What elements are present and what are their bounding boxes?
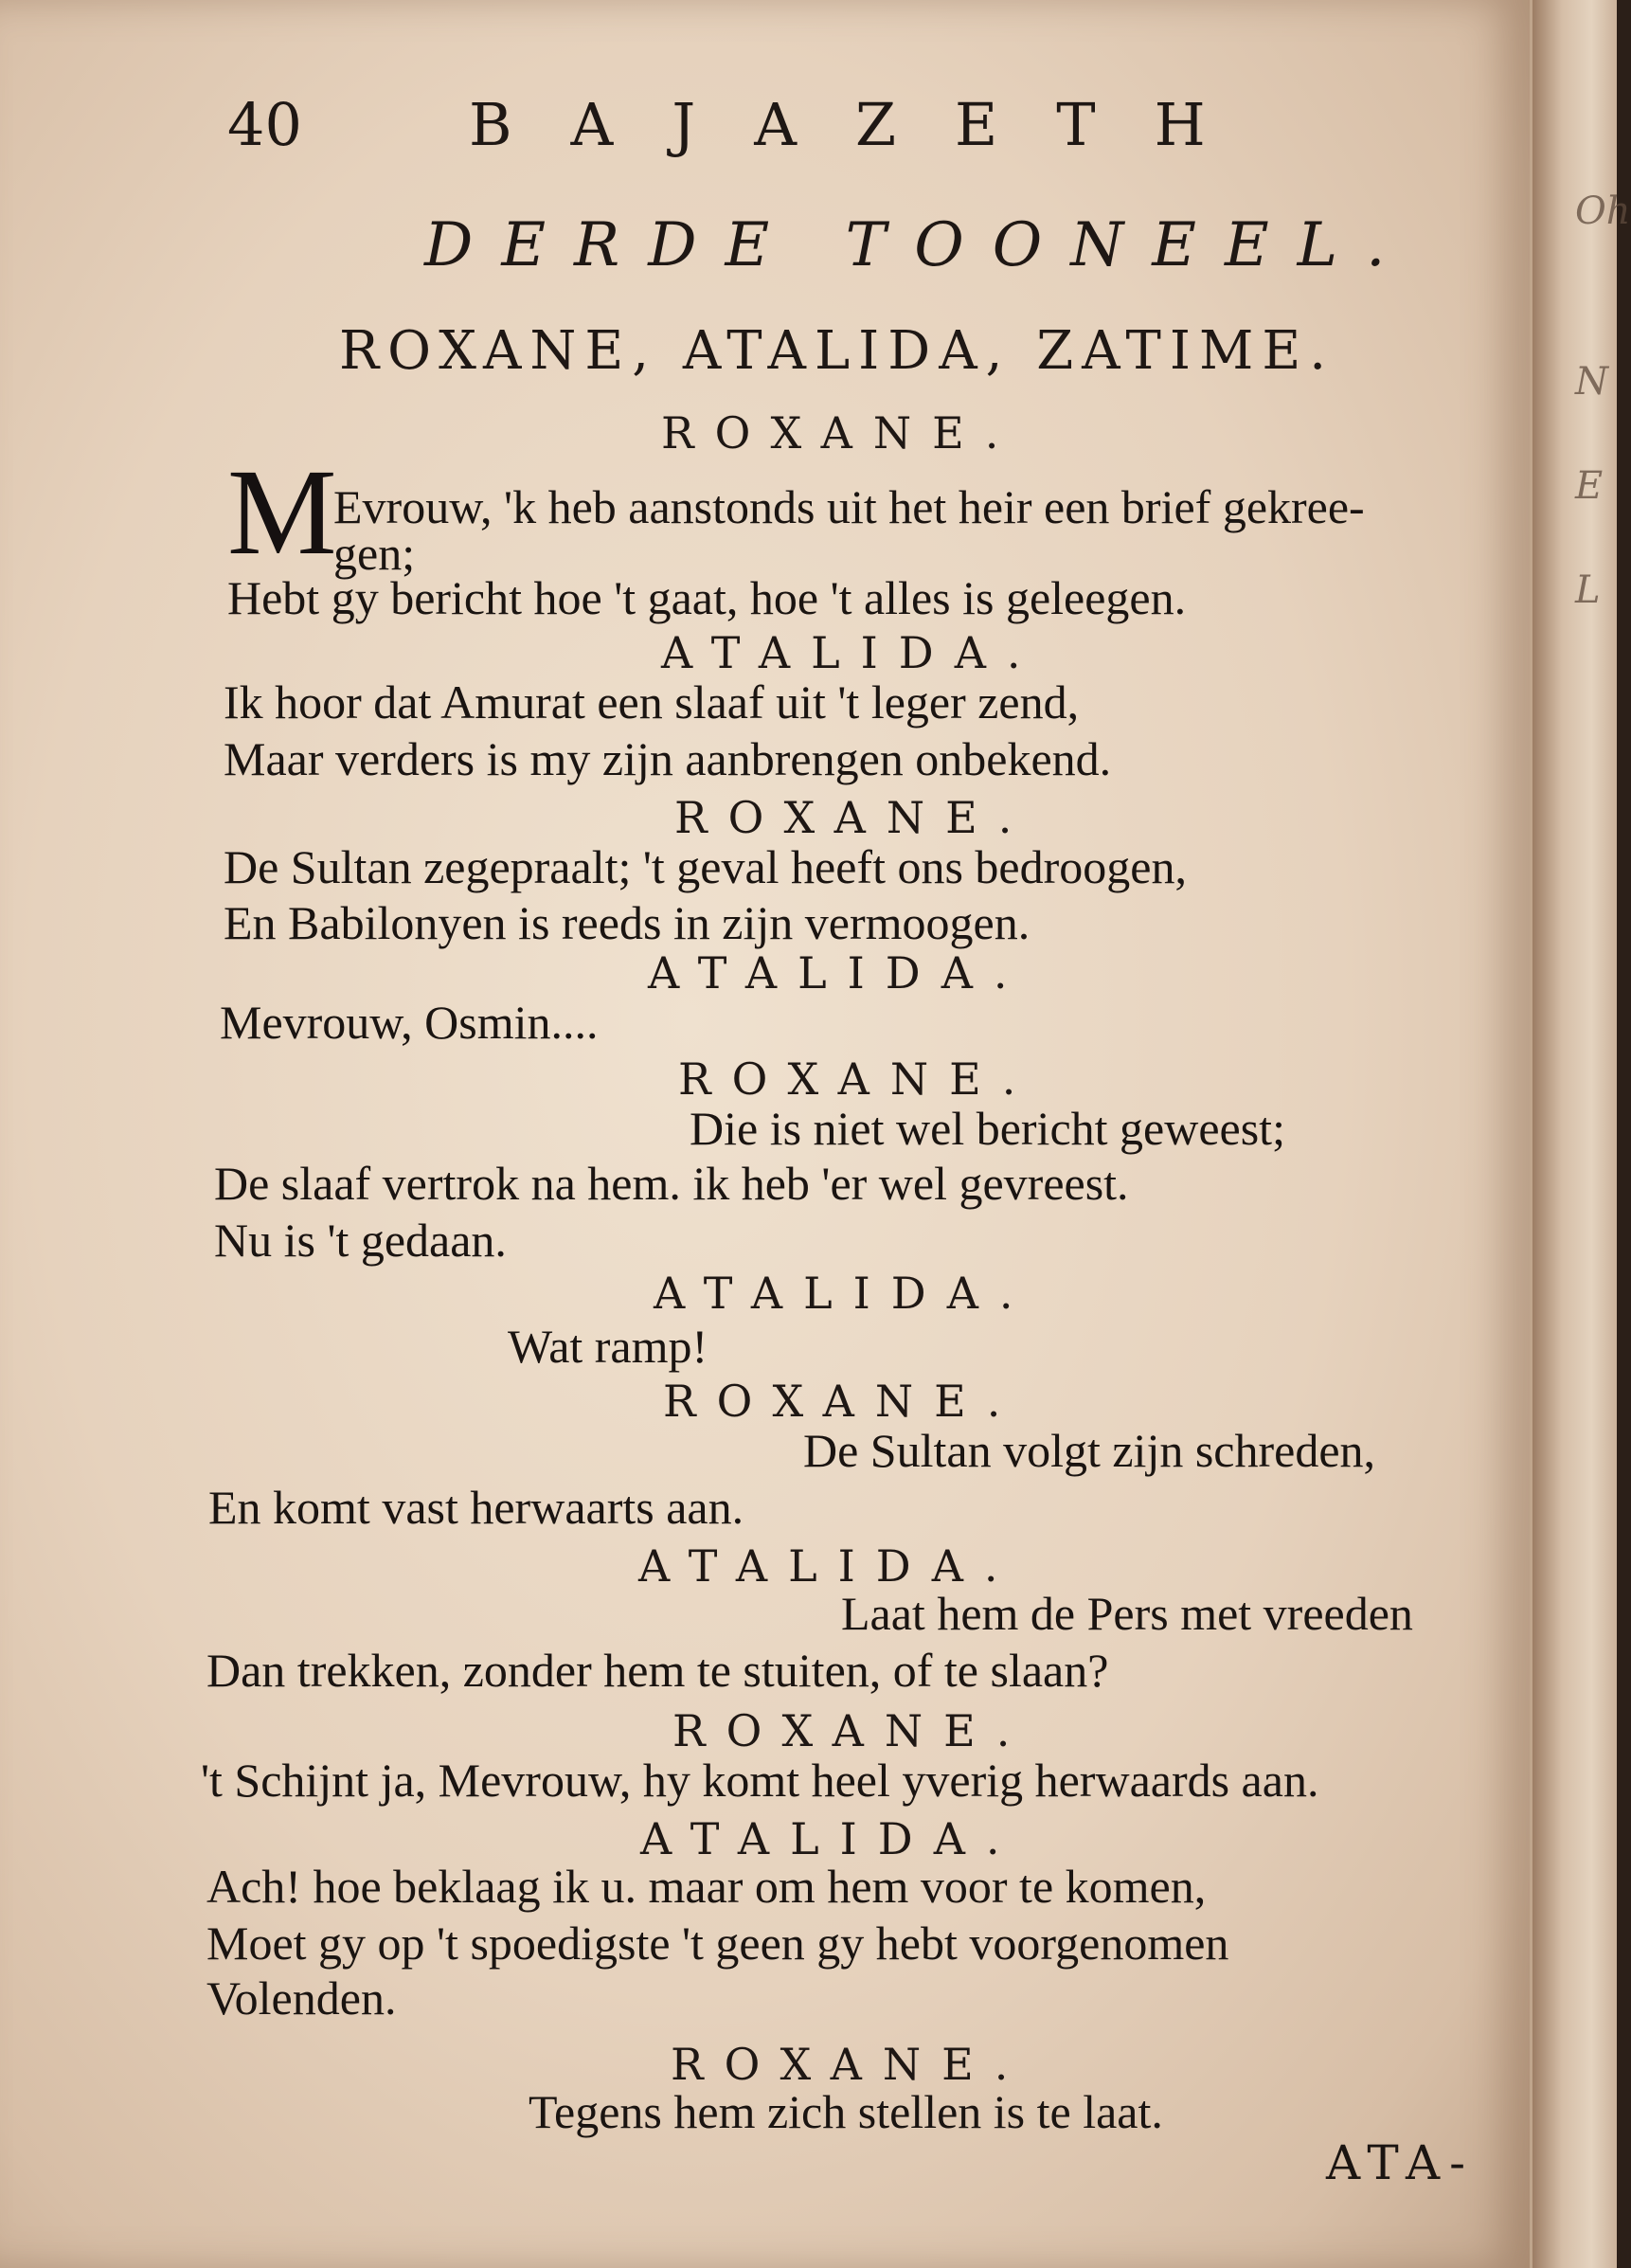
speaker-heading: ATALIDA.	[640, 1813, 1021, 1864]
speaker-heading: ATALIDA.	[638, 1540, 1019, 1592]
verse-line: Nu is 't gedaan.	[214, 1214, 507, 1267]
verse-line: Laat hem de Pers met vreeden	[841, 1587, 1413, 1640]
speaker-heading: ROXANE.	[672, 1705, 1031, 1756]
speaker-heading: ATALIDA.	[654, 1268, 1034, 1319]
verse-line: En Babilonyen is reeds in zijn vermoogen.	[224, 896, 1031, 949]
facing-page-text: L	[1575, 568, 1601, 612]
verse-line: Dan trekken, zonder hem te stuiten, of te slaan?	[206, 1644, 1109, 1697]
cast-list: ROXANE, ATALIDA, ZATIME.	[339, 320, 1335, 382]
page-number: 40	[227, 90, 302, 159]
running-title: BAJAZETH	[469, 90, 1264, 159]
verse-line: gen;	[333, 527, 416, 580]
facing-page-text: Oh	[1575, 189, 1631, 233]
verse-line: Ach! hoe beklaag ik u. maar om hem voor te komen,	[206, 1860, 1207, 1913]
speaker-heading: ROXANE.	[678, 1053, 1037, 1105]
facing-page-text: E	[1575, 464, 1604, 508]
verse-line: Mevrouw, Osmin....	[220, 996, 599, 1049]
speaker-heading: ROXANE.	[671, 2039, 1030, 2090]
scene-title: DERDE TOONEEL.	[424, 210, 1414, 280]
verse-line: Ik hoor dat Amurat een slaaf uit 't leger zend,	[224, 675, 1080, 729]
verse-line: Volenden.	[206, 1971, 397, 2025]
verse-line: Die is niet wel bericht geweest;	[690, 1102, 1285, 1155]
speaker-heading: ROXANE.	[661, 407, 1020, 459]
catchword: ATA-	[1326, 2135, 1475, 2190]
verse-line: Tegens hem zich stellen is te laat.	[529, 2085, 1163, 2138]
verse-line: Hebt gy bericht hoe 't gaat, hoe 't alles is geleegen.	[227, 571, 1187, 624]
drop-cap: M	[227, 444, 337, 581]
verse-line: Moet gy op 't spoedigste 't geen gy hebt voorgenomen	[206, 1917, 1229, 1970]
verse-line: Wat ramp!	[508, 1320, 708, 1373]
verse-line: En komt vast herwaarts aan.	[208, 1481, 744, 1534]
verse-line: 't Schijnt ja, Mevrouw, hy komt heel yverig herwaards aan.	[201, 1754, 1319, 1807]
book-page-right-edge	[1532, 0, 1631, 2268]
speaker-heading: ROXANE.	[674, 792, 1033, 843]
verse-line: De slaaf vertrok na hem. ik heb 'er wel gevreest.	[214, 1157, 1129, 1210]
verse-line: Evrouw, 'k heb aanstonds uit het heir een brief gekree-	[333, 480, 1365, 533]
facing-page-text: N	[1575, 360, 1608, 404]
verse-line: De Sultan volgt zijn schreden,	[803, 1424, 1376, 1477]
verse-line: De Sultan zegepraalt; 't geval heeft ons bedroogen,	[224, 840, 1187, 893]
running-head	[227, 90, 1264, 166]
speaker-heading: ATALIDA.	[661, 627, 1042, 678]
speaker-heading: ATALIDA.	[648, 947, 1029, 999]
verse-line: Maar verders is my zijn aanbrengen onbekend.	[224, 732, 1112, 785]
speaker-heading: ROXANE.	[663, 1376, 1022, 1427]
